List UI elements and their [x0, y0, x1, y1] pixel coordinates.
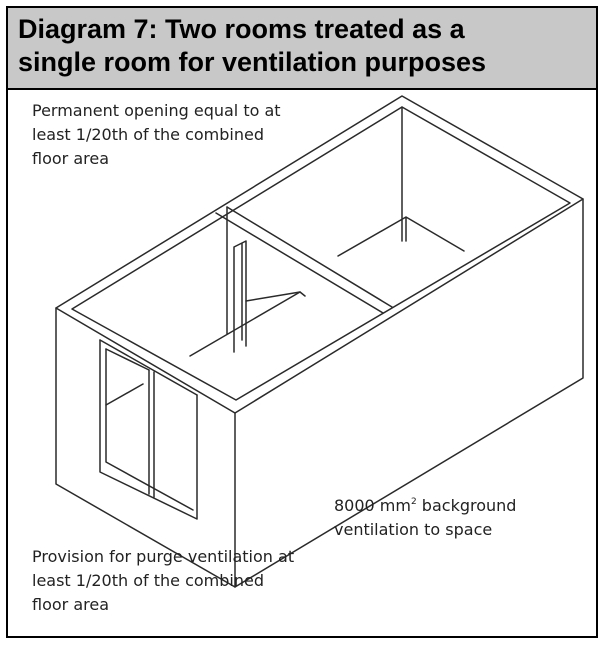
- purge-annotation-line-1: Provision for purge ventilation at: [32, 547, 295, 566]
- opening-annotation-line-3: floor area: [32, 149, 109, 168]
- title-line-1: Diagram 7: Two rooms treated as a: [18, 14, 465, 44]
- purge-annotation-line-3: floor area: [32, 595, 109, 614]
- background-annotation: [334, 494, 516, 542]
- back-room-inner-lines: [338, 107, 464, 256]
- front-room-inner-lines: [190, 207, 305, 356]
- background-value: 8000 mm: [334, 496, 411, 515]
- background-annotation-line-1: [334, 494, 516, 518]
- purge-annotation-line-2: least 1/20th of the combined: [32, 571, 264, 590]
- opening-annotation-line-1: Permanent opening equal to at: [32, 101, 281, 120]
- opening-annotation-line-2: least 1/20th of the combined: [32, 125, 264, 144]
- background-annotation-line-2: ventilation to space: [334, 520, 493, 539]
- purge-door-split: [149, 370, 154, 497]
- background-superscript: 2: [410, 497, 417, 507]
- permanent-opening: [234, 241, 246, 352]
- title-line-2: single room for ventilation purposes: [18, 47, 487, 77]
- opening-annotation: [32, 99, 281, 171]
- purge-annotation: [32, 545, 294, 617]
- purge-door-floor: [106, 384, 143, 405]
- background-suffix: background: [416, 496, 517, 515]
